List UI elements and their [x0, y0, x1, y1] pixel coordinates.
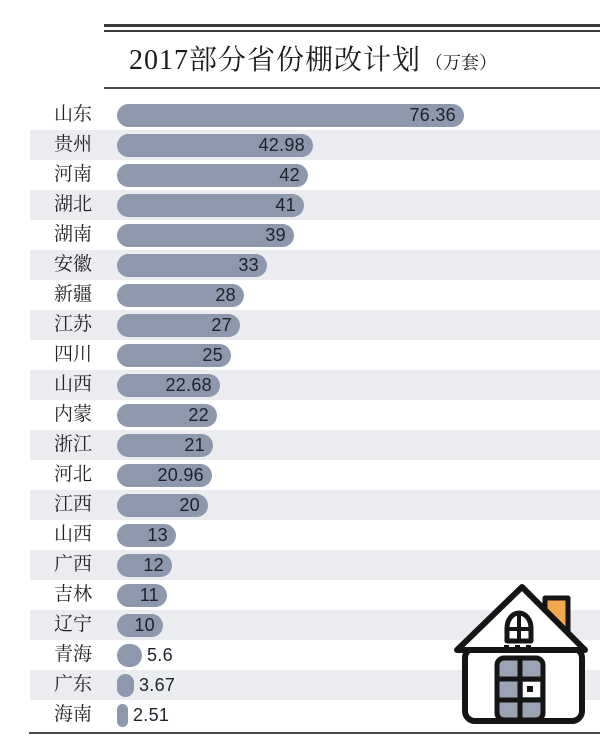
province-label: 山西 [53, 524, 92, 545]
bar-track [104, 254, 600, 277]
province-label: 湖南 [53, 224, 92, 245]
chart-bottom-rule [29, 732, 600, 734]
bar [117, 554, 172, 577]
bar-track [104, 284, 600, 307]
value-label: 13 [147, 524, 168, 545]
province-label: 河南 [53, 164, 92, 185]
chart-row [0, 100, 600, 130]
bar-track [104, 194, 600, 217]
value-label: 12 [143, 554, 164, 575]
house-dots [504, 645, 531, 650]
chart-row [0, 160, 600, 190]
value-label: 5.6 [147, 644, 173, 665]
bar [117, 254, 267, 277]
bar [117, 134, 313, 157]
value-label: 22 [188, 404, 209, 425]
bar-track [104, 494, 600, 517]
header-second-rule [104, 30, 600, 32]
value-label: 25 [202, 344, 223, 365]
province-label: 新疆 [53, 284, 92, 305]
province-label: 湖北 [53, 194, 92, 215]
bar-track [104, 164, 600, 187]
chart-row [0, 490, 600, 520]
value-label: 27 [211, 314, 232, 335]
bar-track [104, 434, 600, 457]
value-label: 11 [139, 584, 159, 605]
bar [117, 404, 217, 427]
house-door [497, 658, 543, 720]
value-label: 20.96 [157, 464, 204, 485]
province-label: 广西 [53, 554, 92, 575]
chart-row [0, 220, 600, 250]
province-label: 四川 [53, 344, 92, 365]
chart-row [0, 550, 600, 580]
value-label: 10 [134, 614, 155, 635]
chart-row [0, 280, 600, 310]
bar-track [104, 464, 600, 487]
value-label: 21 [184, 434, 205, 455]
bar [117, 494, 208, 517]
province-label: 安徽 [53, 254, 92, 275]
chart-header [104, 0, 600, 100]
bar [117, 584, 167, 607]
value-label: 20 [179, 494, 200, 515]
value-label: 42 [279, 164, 300, 185]
province-label: 江西 [53, 494, 92, 515]
value-label: 42.98 [258, 134, 305, 155]
value-label: 33 [238, 254, 259, 275]
value-label: 39 [265, 224, 286, 245]
bar [117, 524, 176, 547]
bar-track [104, 524, 600, 547]
bar [117, 464, 212, 487]
header-top-rule [104, 24, 600, 27]
value-label: 28 [215, 284, 236, 305]
bar [117, 704, 128, 727]
bar-track [104, 224, 600, 247]
value-label: 2.51 [133, 704, 170, 725]
chart-title-text: 2017部分省份棚改计划 [128, 45, 421, 76]
bar [117, 194, 304, 217]
chart-row [0, 520, 600, 550]
value-label: 3.67 [139, 674, 176, 695]
bar-track [104, 104, 600, 127]
bar-track [104, 554, 600, 577]
province-label: 海南 [53, 704, 92, 725]
bar [117, 374, 220, 397]
chart-title [104, 38, 600, 82]
bar [117, 674, 134, 697]
chart-row [0, 340, 600, 370]
bar-track [104, 344, 600, 367]
bar [117, 314, 240, 337]
bar [117, 344, 231, 367]
house-doorknob [527, 686, 533, 692]
house-icon [450, 578, 590, 728]
province-label: 江苏 [53, 314, 92, 335]
chart-row [0, 250, 600, 280]
chart-row [0, 460, 600, 490]
chart-row [0, 430, 600, 460]
bar-track [104, 374, 600, 397]
chart-row [0, 310, 600, 340]
province-label: 贵州 [53, 134, 92, 155]
chart-row [0, 190, 600, 220]
value-label: 76.36 [409, 104, 456, 125]
bar [117, 644, 142, 667]
value-label: 22.68 [165, 374, 212, 395]
province-label: 山西 [53, 374, 92, 395]
province-label: 吉林 [53, 584, 92, 605]
chart-row [0, 370, 600, 400]
bar-track [104, 314, 600, 337]
bar [117, 164, 308, 187]
province-label: 河北 [53, 464, 92, 485]
house-attic-window [507, 613, 531, 641]
province-label: 山东 [53, 104, 92, 125]
bar-track [104, 134, 600, 157]
chart-row [0, 400, 600, 430]
bar-track [104, 404, 600, 427]
province-label: 浙江 [53, 434, 92, 455]
bar [117, 224, 294, 247]
bar [117, 434, 213, 457]
province-label: 内蒙 [53, 404, 92, 425]
bar [117, 284, 244, 307]
chart-row [0, 130, 600, 160]
bar [117, 614, 163, 637]
province-label: 青海 [53, 644, 92, 665]
value-label: 41 [275, 194, 296, 215]
bar [117, 104, 464, 127]
province-label: 广东 [53, 674, 92, 695]
header-bottom-rule [104, 87, 600, 89]
province-label: 辽宁 [53, 614, 92, 635]
chart-title-unit: （万套） [425, 53, 497, 73]
